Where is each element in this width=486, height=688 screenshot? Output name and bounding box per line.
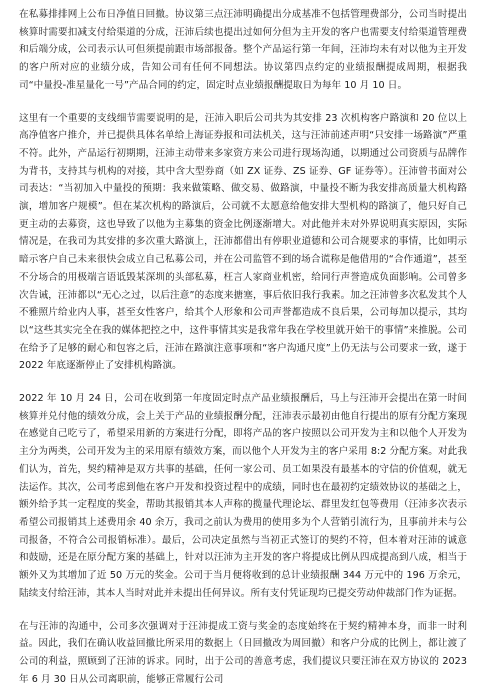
paragraph-4: 在与汪沛的沟通中，公司多次强调对于汪沛提成工资与奖金的态度始终在于契约精神本身，而非一时利益。因此，我们在确认收益回撤比所采用的数据上（日回撤改为周回撤）和客户分成的比例上，都让渡了公司的利益，照顾到了汪沛的诉求。同时，出于公司的善意考虑，我们提议只要汪沛在双方协议的 2023 年 6 月 30 日从公司离职前，能够正常履行公司	[19, 618, 467, 688]
paragraph-2: 这里有一个重要的支线细节需要说明的是，汪沛入职后公司共为其安排 23 次机构客户路演和 20 位以上高净值客户推介，并已提供具体名单给上海证券报和司法机关，这与汪沛前述声明“只安排一场路演”严重不符。此外，产品运行初期期，汪沛主动带来多家资方来公司进行现场沟通，以期通过公司资质与品牌作为背书，支持其与机构的对接，其中含大型券商（如 ZX 证券、ZS 证券、GF 证券等）。汪沛曾书面对公司表达：“当初加入中量投的预期：我来做策略、做交易、做路演，中量投不断为我安排高质量大机构路演，增加客户规模”。但在某次机构的路演后，公司就不太愿意给他安排大型机构的路演了，他只好自己更主动的去募资，这也导致了以他为主募集的资金比例逐渐增大。对此他并未对外界说明真实原因，实际情况是，在我司为其安排的多次重大路演上，汪沛都借出有停职业道德和公司合规要求的事情，比如明示暗示客户自己未来很快会成立自己私募公司，并在公司监管不到的场合谎称是他借用的“合作通道”，甚至不分场合的用极端言语诋毁某深圳的头部私募，枉言人家商业机密，给同行声誉造成负面影响。公司曾多次告诫，汪沛都以“无心之过，以后注意”的态度来搪塞，事后依旧我行我素。加之汪沛曾多次私发其个人不雅照片给业内人事，甚至女性客户，给其个人形象和公司声誉都造成不良后果，公司每加以提示，其均以“这些其实完全在我的媒体把控之中，这件事情其实是我常年我在学校里就开始干的事情”来推脱。公司在给予了足够的耐心和包容之后，汪沛在路演注意事项和“客户沟通尺度”上仍无法与公司要求一致，遂于 2022 年底逐渐停止了安排机构路演。	[19, 110, 467, 376]
paragraph-1: 在私募排排网上公布日净值日回撤。协议第三点汪沛明确提出分成基准不包括管理费部分，公司当时提出核算时需要扣减支付给渠道的分成，汪沛后续也提出过如何分但为主开发的客户也需要支付给渠道管理费和后端分成，公司表示认可但须提前跟市场部报备。整个产品运行第一年间，汪沛均未有对以他为主开发的客户所对应的业绩分成，告知公司有任何不同想法。协议第四点约定的业绩报酬提成周期，根据我司“中量投-准星量化一号”产品合同的约定，固定时点业绩报酬提取日为每年 10 月 10 日。	[19, 6, 467, 95]
document-page	[19, 6, 467, 688]
paragraph-gap	[19, 95, 467, 110]
paragraph-gap	[19, 603, 467, 618]
paragraph-3: 2022 年 10 月 24 日，公司在收到第一年度固定时点产品业绩报酬后，马上与汪沛开会提出在第一时间核算并兑付他的绩效分成，会上关于产品的业绩报酬分配，汪沛表示最初由他自行提出的原有分配方案现在感觉自己吃亏了，希望采用新的方案进行分配，即将产品的客户按照以公司开发为主和以他个人开发为主分为两类，公司开发为主的采用原有绩效方案，而以他个人开发为主的客户采用 8:2 分配方案。对此我们认为，首先，契约精神是双方共事的基础，任何一家公司、员工如果没有最基本的守信的价值观，就无法运作。其次，公司考虑到他在客户开发和投资过程中的成绩，同时也在最初约定绩效协议的基础之上，额外给予其一定程度的奖金，帮助其报销其本人声称的揽量代理论坛、群里发红包等费用（汪沛多次表示希望公司报销其上述费用余 40 余万，我司之前认为费用的使用多为个人营销引流行为，且事前并未与公司报备，不符合公司报销标准）。最后，公司决定虽然与当初正式签订的契约不符，但本着对汪沛的诚意和鼓励，还是在原分配方案的基础上，针对以汪沛为主开发的客户将提成比例从四成提高到八成，相当于额外又为其增加了近 50 万元的奖金。公司于当月便将收到的总计业绩报酬 344 万元中的 196 万余元，陆续支付给汪沛，其本人当时对此并未提出任何异议。所有支付凭证现均已提交劳动仲裁部门作为证据。	[19, 390, 467, 602]
paragraph-gap	[19, 375, 467, 390]
